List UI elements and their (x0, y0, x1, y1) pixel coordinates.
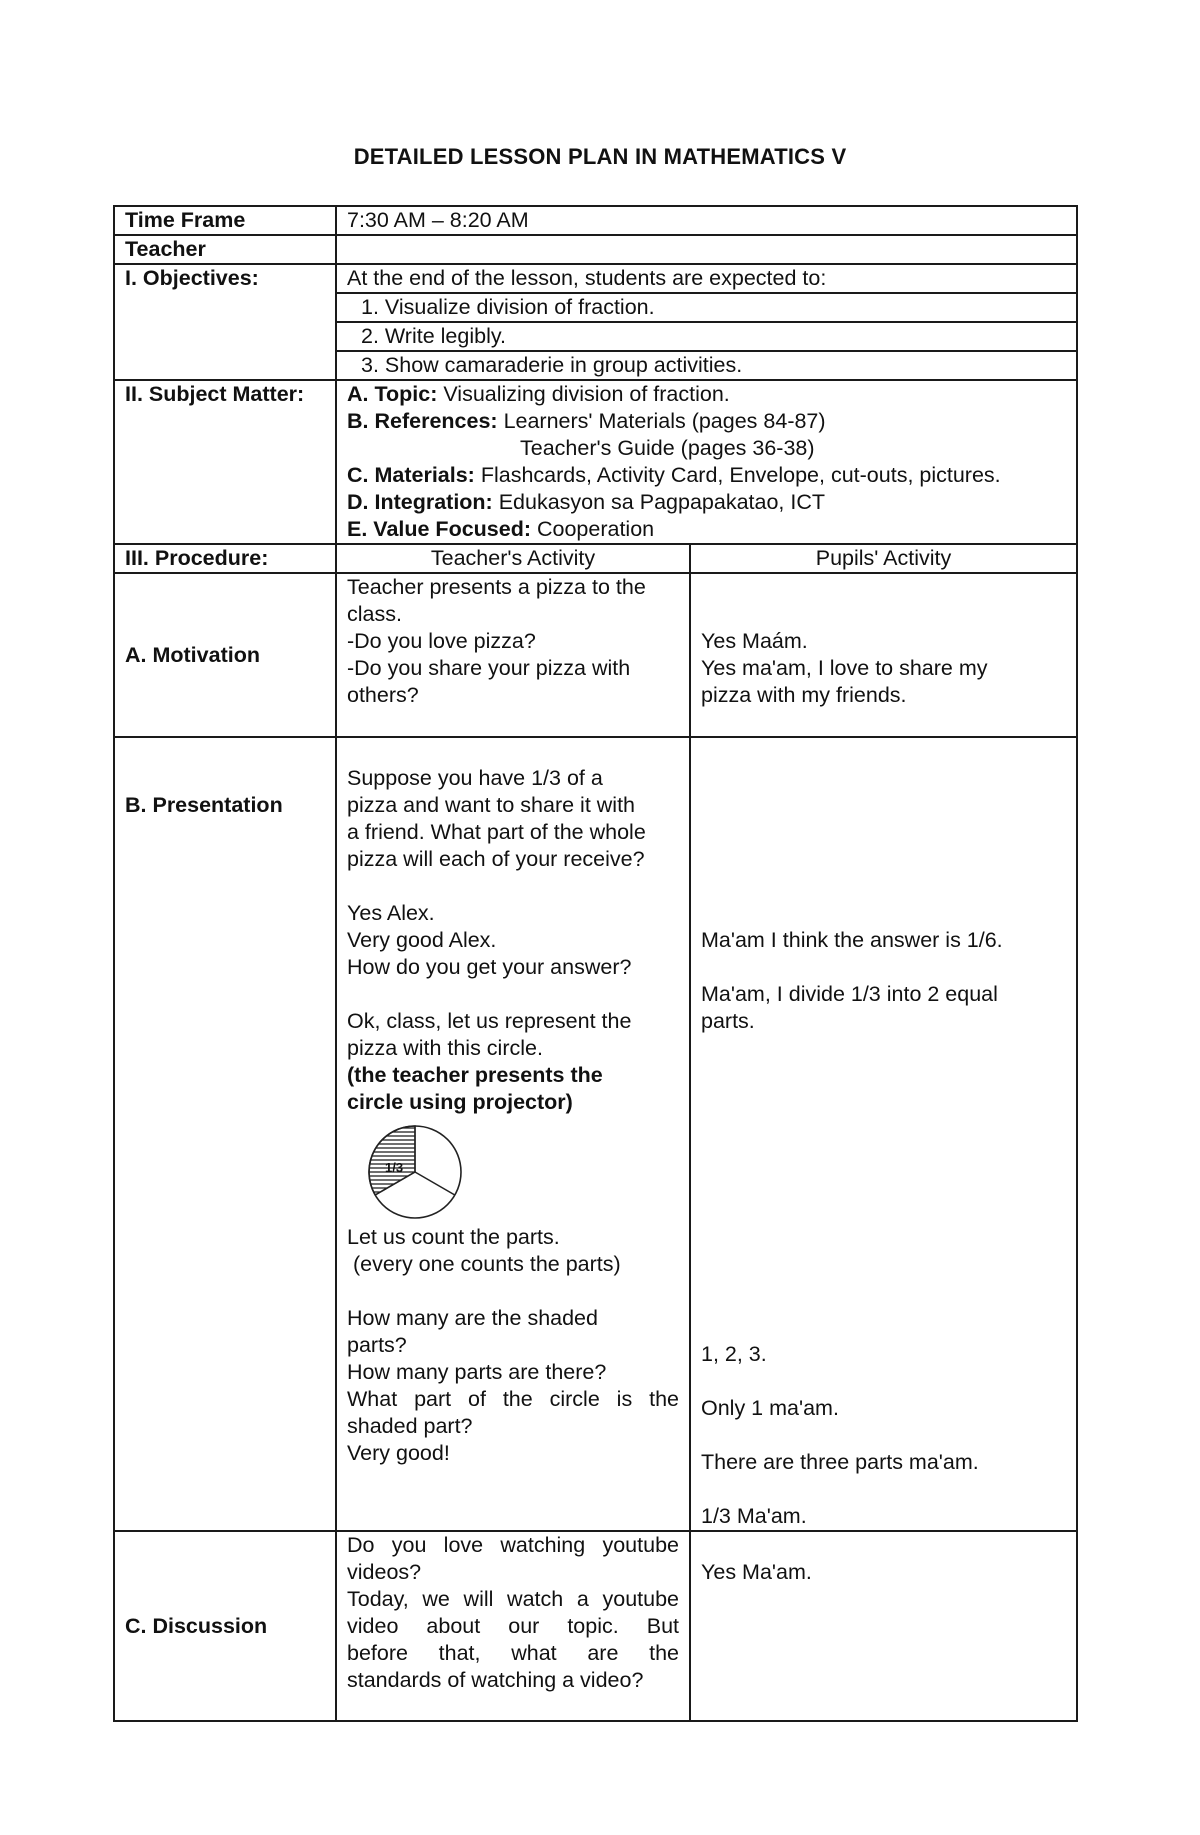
text-line: Ma'am, I divide 1/3 into 2 equal (701, 982, 998, 1006)
text-line: video about our topic. But (347, 1614, 679, 1638)
presentation-teacher-activity (336, 737, 690, 1531)
text-line: How many are the shaded (347, 1306, 598, 1330)
text-line: There are three parts ma'am. (701, 1450, 979, 1474)
text-line: Let us count the parts. (347, 1225, 560, 1249)
motivation-teacher-activity (336, 573, 690, 737)
subject-matter-row (114, 380, 1077, 544)
time-frame-row (114, 206, 1077, 235)
presentation-label (114, 737, 336, 1531)
text-line: (every one counts the parts) (347, 1252, 621, 1276)
pupils-activity-header: Pupils' Activity (690, 544, 1077, 573)
presentation-pupils-activity (690, 737, 1077, 1531)
text-line: circle using projector) (347, 1090, 573, 1114)
procedure-header-row (114, 544, 1077, 573)
objectives-row (114, 264, 1077, 293)
text-line: Very good Alex. (347, 928, 497, 952)
objectives-label: I. Objectives: (114, 264, 336, 380)
lesson-plan-table (113, 205, 1078, 1722)
text-line: a friend. What part of the whole (347, 820, 646, 844)
text-line: Ma'am I think the answer is 1/6. (701, 928, 1003, 952)
presentation-row (114, 737, 1077, 1531)
text-line: pizza and want to share it with (347, 793, 636, 817)
text-line: 1, 2, 3. (701, 1342, 767, 1366)
text-line: pizza with my friends. (701, 683, 907, 707)
text-line: Suppose you have 1/3 of a (347, 766, 603, 790)
discussion-pupils-activity (690, 1531, 1077, 1721)
pie-diagram (365, 1122, 465, 1222)
text-line: How do you get your answer? (347, 955, 632, 979)
text-line: Today, we will watch a youtube (347, 1587, 679, 1611)
teacher-activity-header: Teacher's Activity (336, 544, 690, 573)
text-line: others? (347, 683, 419, 707)
time-frame-value: 7:30 AM – 8:20 AM (336, 206, 1077, 235)
teacher-row (114, 235, 1077, 264)
objective-item: 2. Write legibly. (336, 322, 1077, 351)
objectives-intro: At the end of the lesson, students are expected to: (336, 264, 1077, 293)
text-line: 1/3 Ma'am. (701, 1504, 807, 1528)
text-line: -Do you love pizza? (347, 629, 536, 653)
pie-slice-label: 1/3 (385, 1160, 404, 1175)
text-line: Yes Ma'am. (701, 1560, 812, 1584)
text-line: Yes Maám. (701, 629, 808, 653)
page-title: DETAILED LESSON PLAN IN MATHEMATICS V (353, 144, 847, 169)
discussion-label: C. Discussion (114, 1531, 336, 1721)
subject-matter-label: II. Subject Matter: (114, 380, 336, 544)
motivation-row (114, 573, 1077, 737)
discussion-row (114, 1531, 1077, 1721)
pie-divider (415, 1172, 455, 1195)
text-line: standards of watching a video? (347, 1668, 644, 1692)
procedure-label: III. Procedure: (114, 544, 336, 573)
text-line: Teacher presents a pizza to the (347, 575, 646, 599)
text-line: videos? (347, 1560, 422, 1584)
time-frame-label: Time Frame (114, 206, 336, 235)
subject-matter-content (336, 380, 1077, 544)
text-line: What part of the circle is the (347, 1387, 679, 1411)
text-line: Yes Alex. (347, 901, 435, 925)
text-line: shaded part? (347, 1414, 473, 1438)
value-focused-label: E. Value Focused: (347, 517, 531, 541)
text-line: Very good! (347, 1441, 450, 1465)
topic-value: Visualizing division of fraction. (443, 382, 730, 406)
text-line: (the teacher presents the (347, 1063, 603, 1087)
materials-value: Flashcards, Activity Card, Envelope, cut-outs, pictures. (480, 463, 1001, 487)
text-line: before that, what are the (347, 1641, 679, 1665)
text-line: pizza will each of your receive? (347, 847, 645, 871)
teacher-value (336, 235, 1077, 264)
text-line: -Do you share your pizza with (347, 656, 631, 680)
references-value-2: Teacher's Guide (pages 36-38) (520, 436, 815, 460)
text-line: parts. (701, 1009, 755, 1033)
text-line: Ok, class, let us represent the (347, 1009, 632, 1033)
motivation-pupils-activity (690, 573, 1077, 737)
text-line: Do you love watching youtube (347, 1533, 679, 1557)
teacher-label: Teacher (114, 235, 336, 264)
integration-value: Edukasyon sa Pagpapakatao, ICT (498, 490, 825, 514)
discussion-teacher-activity (336, 1531, 690, 1721)
text-line: How many parts are there? (347, 1360, 607, 1384)
materials-label: C. Materials: (347, 463, 475, 487)
integration-label: D. Integration: (347, 490, 493, 514)
topic-label: A. Topic: (347, 382, 438, 406)
text-line: Yes ma'am, I love to share my (701, 656, 988, 680)
value-focused-value: Cooperation (536, 517, 655, 541)
objective-item: 1. Visualize division of fraction. (336, 293, 1077, 322)
references-value: Learners' Materials (pages 84-87) (503, 409, 826, 433)
text-line: parts? (347, 1333, 407, 1357)
text-line: pizza with this circle. (347, 1036, 543, 1060)
references-label: B. References: (347, 409, 498, 433)
presentation-label-text: B. Presentation (125, 793, 283, 817)
objective-item: 3. Show camaraderie in group activities. (336, 351, 1077, 380)
text-line: Only 1 ma'am. (701, 1396, 839, 1420)
text-line: class. (347, 602, 402, 626)
motivation-label: A. Motivation (114, 573, 336, 737)
